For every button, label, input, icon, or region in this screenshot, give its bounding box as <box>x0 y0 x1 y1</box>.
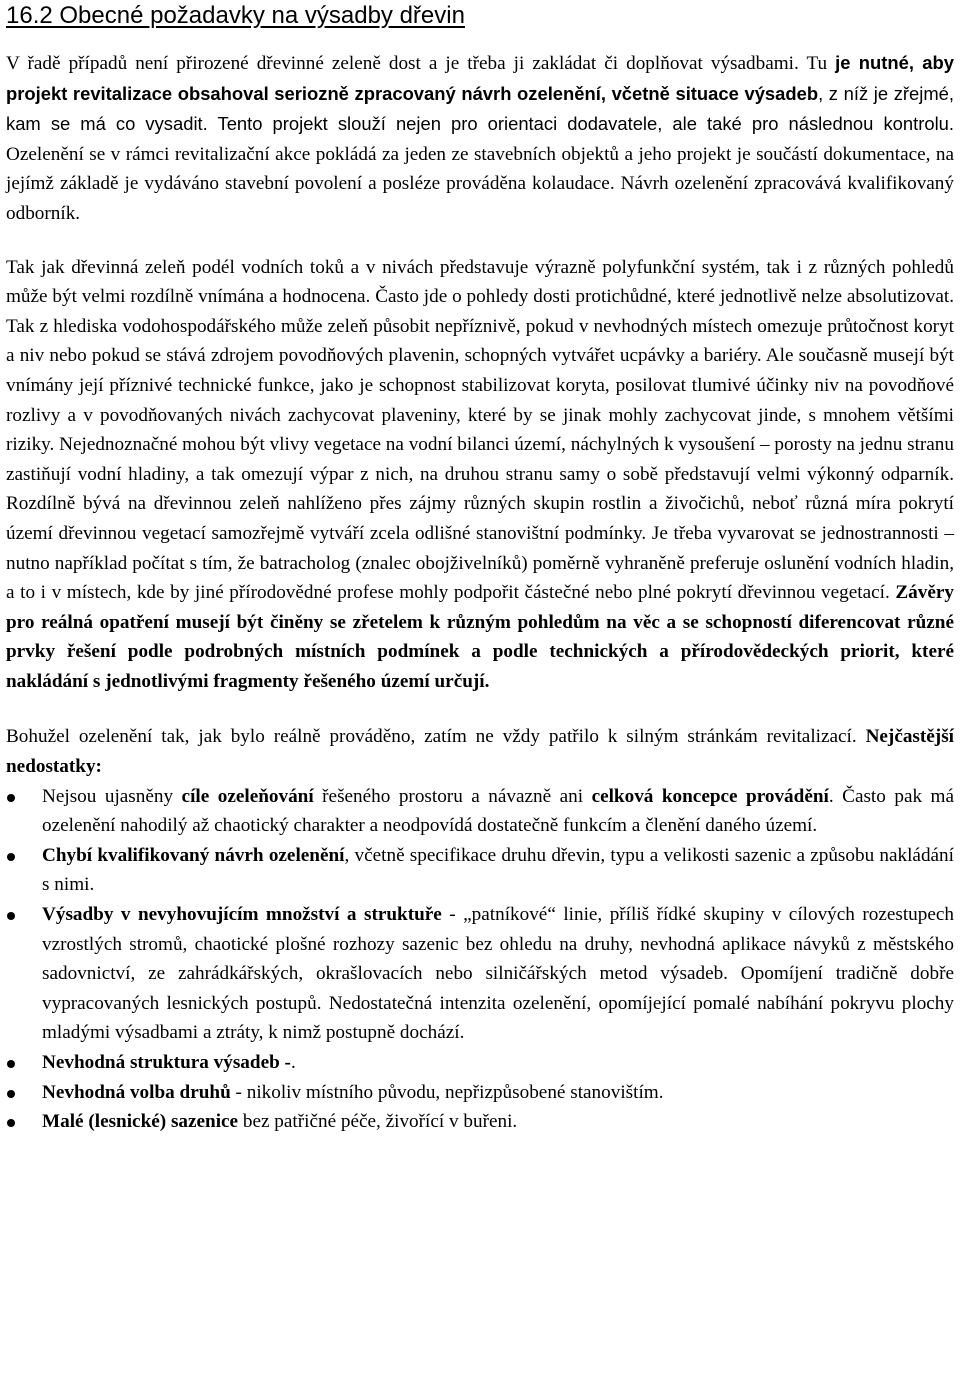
list-item <box>6 1107 954 1137</box>
item-text: - nikoliv místního původu, nepřizpůsobené stanovištím. <box>230 1081 664 1103</box>
item-text: bez patřičné péče, živořící v buřeni. <box>238 1111 518 1133</box>
item-text: . <box>290 1052 296 1073</box>
item-bold: Chybí kvalifikovaný návrh ozelenění <box>42 844 345 866</box>
paragraph-intro <box>6 48 954 229</box>
intro-text-1: V řadě případů není přirozené dřevinné zeleně dost a je třeba ji zakládat či doplňovat výsadbami. Tu <box>6 53 836 74</box>
item-bold: Malé (lesnické) sazenice <box>42 1111 239 1133</box>
item-text: , včetně specifikace druhu dřevin, typu a velikosti sazenic a způsobu nakládání s nimi. <box>42 844 954 896</box>
shortcomings-label: Nejčastější nedostatky: <box>6 726 954 778</box>
item-bold: Nevhodná struktura výsadeb - <box>42 1052 291 1073</box>
bullet-icon <box>7 794 15 802</box>
list-item <box>6 841 954 900</box>
intro-text-3: Ozelenění se v rámci revitalizační akce pokládá za jeden ze stavebních objektů a jeho projekt je součástí dokumentace, na jejímž základě je vydáváno stavební povolení a posléze prováděna kolaudace. Návrh ozelenění zpracovává kvalifikovaný odborník. <box>6 143 954 224</box>
list-item <box>6 1048 954 1078</box>
paragraph-perspectives <box>6 253 954 697</box>
item-bold: Výsadby v nevyhovujícím množství a struktuře <box>42 904 442 926</box>
list-item <box>6 900 954 1048</box>
item-text: Nejsou ujasněny <box>42 785 182 807</box>
item-bold: Nevhodná volba druhů <box>42 1081 231 1103</box>
list-item <box>6 782 954 841</box>
intro-emphasis: je nutné, aby projekt revitalizace obsahoval seriozně zpracovaný návrh ozelenění, včetně situace výsadeb <box>6 52 954 104</box>
shortcomings-list <box>6 782 954 1137</box>
item-bold: cíle ozeleňování <box>181 785 314 807</box>
shortcomings-text: Bohužel ozelenění tak, jak bylo reálně prováděno, zatím ne vždy patřilo k silným stránkám revitalizací. <box>6 726 866 748</box>
item-text: řešeného prostoru a návazně ani <box>313 785 592 807</box>
list-item <box>6 1078 954 1108</box>
item-text: - „patníkové“ linie, příliš řídké skupiny v cílových rozestupech vzrostlých stromů, chaotické plošné rozhozy sazenic bez ohledu na druhy, nevhodná aplikace návyků z městského sadovnictví, ze zahrádkářských, okrašlovacích nebo silničářských metod výsadeb. Opomíjení tradičně dobře vypracovaných lesnických postupů. Nedostatečná intenzita ozelenění, opomíjející pomalé nabíhání pokryvu plochy mladými výsadbami a ztráty, k nimž postupně dochází. <box>42 904 954 1044</box>
perspectives-conclusion: Závěry pro reálná opatření musejí být činěny se zřetelem k různým pohledům na věc a se schopností diferencovat různé prvky řešení podle podrobných místních podmínek a podle technických a přírodovědeckých priorit, které nakládání s jednotlivými fragmenty řešeného území určují. <box>6 582 954 692</box>
intro-text-2: , z níž je zřejmé, kam se má co vysadit. Tento projekt slouží nejen pro orientaci dodavatele, ale také pro následnou kontrolu. <box>6 82 954 135</box>
bullet-icon <box>7 1090 15 1098</box>
bullet-icon <box>7 853 15 861</box>
paragraph-shortcomings <box>6 722 954 781</box>
bullet-icon <box>7 1119 15 1127</box>
bullet-icon <box>7 912 15 920</box>
perspectives-text: Tak jak dřevinná zeleň podél vodních toků a v nivách představuje výrazně polyfunkční systém, tak i z různých pohledů může být velmi rozdílně vnímána a hodnocena. Často jde o pohledy dosti protichůdné, které jednotlivě nelze absolutizovat. Tak z hlediska vodohospodářského může zeleň působit nepříznivě, pokud v nevhodných místech omezuje průtočnost koryt a niv nebo pokud se stává zdrojem povodňových plavenin, schopných vytvářet ucpávky a bariéry. Ale současně musejí být vnímány její příznivé technické funkce, jako je schopnost stabilizovat koryta, posilovat tlumivé účinky niv na povodňové rozlivy a v povodňovaných nivách zachycovat plaveniny, které by se jinak mohly zachycovat jinde, s mnohem většími riziky. Nejednoznačné mohou být vlivy vegetace na vodní bilanci území, náchylných k vysoušení – porosty na jednu stranu zastiňují vodní hladiny, a tak omezují výpar z nich, na druhou stranu samy o sobě představují velmi výkonný odparník. Rozdílně bývá na dřevinnou zeleň nahlíženo přes zájmy různých skupin rostlin a živočichů, neboť různá míra pokrytí území dřevinnou vegetací samozřejmě vytváří zcela odlišné stanovištní podmínky. Je třeba vyvarovat se jednostrannosti – nutno například počítat s tím, že batracholog (znalec obojživelníků) poměrně vyhraněně preferuje oslunění vodních hladin, a to i v místech, kde by jiné přírodovědné profese mohly podpořit částečné nebo plné pokrytí dřevinnou vegetací. <box>6 256 954 604</box>
section-heading: 16.2 Obecné požadavky na výsadby dřevin <box>6 2 465 29</box>
item-bold: celková koncepce provádění <box>591 785 829 807</box>
item-text: . Často pak má ozelenění nahodilý až chaotický charakter a neodpovídá dostatečně funkcím a členění daného území. <box>42 785 954 837</box>
bullet-icon <box>7 1060 15 1068</box>
